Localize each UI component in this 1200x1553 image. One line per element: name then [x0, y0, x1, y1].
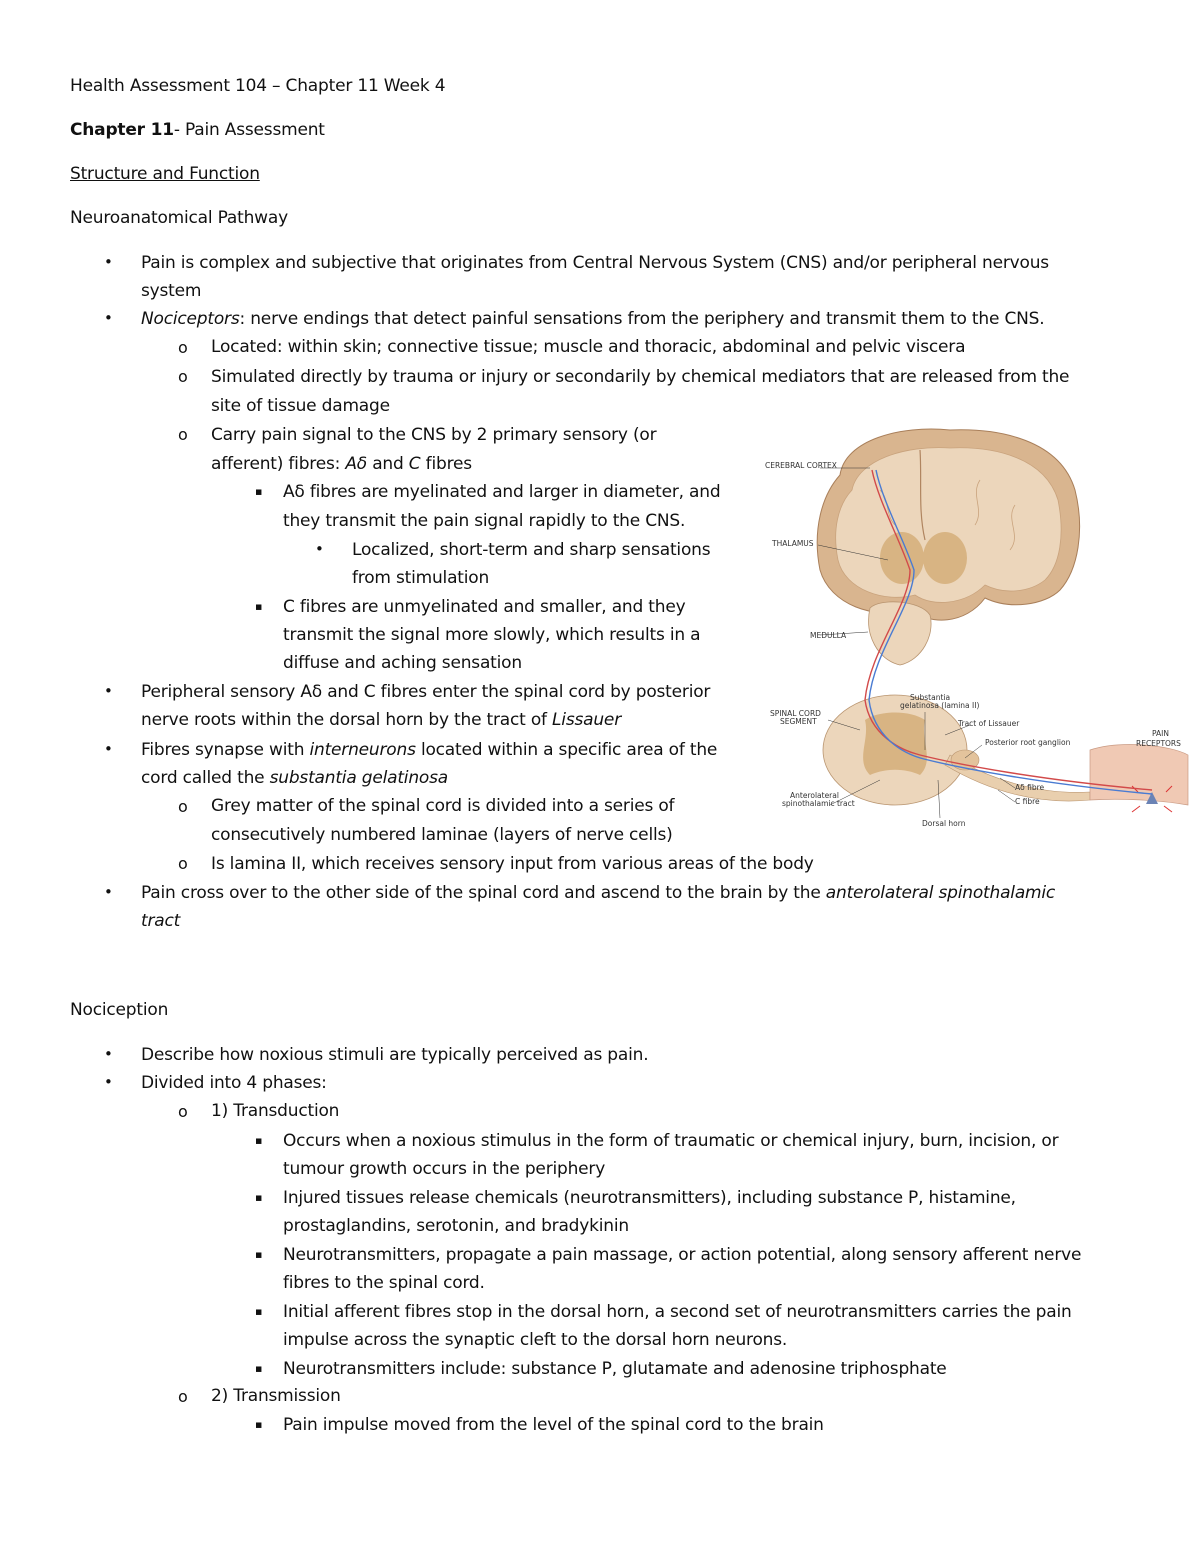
c-fibre-line-1: C fibres are unmyelinated and smaller, and they — [283, 597, 686, 617]
figure-label-dorsal-horn: Dorsal horn — [922, 819, 966, 828]
bullet-square: ▪ — [255, 1134, 263, 1147]
chapter-subtitle: - Pain Assessment — [173, 120, 325, 140]
bullet-circle: o — [178, 797, 188, 816]
figure-label-medulla: MEDULLA — [810, 631, 847, 640]
figure-label-c-fibre: C fibre — [1015, 797, 1040, 806]
transduction-point-5: Neurotransmitters include: substance P, glutamate and adenosine triphosphate — [283, 1359, 947, 1379]
bullet-square: ▪ — [255, 1305, 263, 1318]
pathway-point-2 — [141, 308, 1044, 330]
pathway-point-3-line-2 — [141, 709, 621, 731]
figure-label-gelatinosa-2: gelatinosa (lamina II) — [900, 701, 980, 710]
bullet-dot: • — [104, 253, 113, 271]
figure-label-cortex: CEREBRAL CORTEX — [765, 461, 837, 470]
fibres-word: fibres — [420, 454, 472, 474]
pathway-point-4-line-2 — [141, 767, 448, 789]
figure-label-anterolateral-1: Anterolateral — [790, 791, 839, 800]
nociception-point-1: Describe how noxious stimuli are typically perceived as pain. — [141, 1045, 649, 1065]
pathway-point-3-line-1: Peripheral sensory Aδ and C fibres enter the spinal cord by posterior — [141, 682, 711, 702]
pathway-point-2a: Located: within skin; connective tissue; muscle and thoracic, abdominal and pelvic viscera — [211, 337, 966, 357]
anterolateral-term: anterolateral spinothalamic — [825, 883, 1056, 903]
bullet-square: ▪ — [255, 1362, 263, 1375]
chapter-title — [70, 119, 325, 141]
transduction-point-4-line-1: Initial afferent fibres stop in the dorsal horn, a second set of neurotransmitters carries the pain — [283, 1302, 1072, 1322]
bullet-dot: • — [104, 1073, 113, 1091]
synapse-text: Fibres synapse with — [141, 740, 310, 760]
bullet-square: ▪ — [255, 1418, 263, 1431]
nociception-heading: Nociception — [70, 1000, 169, 1020]
figure-label-ganglion: Posterior root ganglion — [985, 738, 1071, 747]
figure-label-receptor-2: RECEPTORS — [1136, 739, 1181, 748]
bullet-dot: • — [104, 1045, 113, 1063]
transduction-point-2-line-2: prostaglandins, serotonin, and bradykinin — [283, 1216, 629, 1236]
ad-fibre-sub-line-2: from stimulation — [352, 568, 490, 588]
nociceptors-term: Nociceptors — [141, 309, 240, 329]
cord-called-text: cord called the — [141, 768, 270, 788]
thalamus-region — [923, 532, 967, 584]
nociception-point-2: Divided into 4 phases: — [141, 1073, 327, 1093]
bullet-dot: • — [104, 309, 113, 327]
pathway-point-4a-line-1: Grey matter of the spinal cord is divided into a series of — [211, 796, 675, 816]
pathway-point-4a-line-2: consecutively numbered laminae (layers of nerve cells) — [211, 825, 673, 845]
c-fibre-line-3: diffuse and aching sensation — [283, 653, 522, 673]
ad-fibre-term: Aδ — [345, 454, 367, 474]
figure-label-anterolateral-2: spinothalamic tract — [782, 799, 855, 808]
phase-transduction: 1) Transduction — [211, 1101, 340, 1121]
transduction-point-3-line-2: fibres to the spinal cord. — [283, 1273, 485, 1293]
transduction-point-1-line-2: tumour growth occurs in the periphery — [283, 1159, 606, 1179]
skin-receptor — [1090, 745, 1188, 805]
ad-fibre-sub-line-1: Localized, short-term and sharp sensations — [352, 540, 711, 560]
figure-label-spinal-segment-1: SPINAL CORD — [770, 709, 821, 718]
bullet-dot: • — [104, 883, 113, 901]
ad-fibre-line-1: Aδ fibres are myelinated and larger in diameter, and — [283, 482, 721, 502]
brain-illustration — [817, 429, 1079, 620]
bullet-square: ▪ — [255, 600, 263, 613]
lissauer-term: Lissauer — [552, 710, 621, 730]
pathway-point-2c-line-1: Carry pain signal to the CNS by 2 primary sensory (or — [211, 425, 657, 445]
ad-fibre-line-2: they transmit the pain signal rapidly to the CNS. — [283, 511, 686, 531]
figure-label-ad-fibre: Aδ fibre — [1015, 783, 1045, 792]
c-fibre-line-2: transmit the signal more slowly, which results in a — [283, 625, 701, 645]
pathway-point-2c-line-2 — [211, 453, 472, 475]
bullet-circle: o — [178, 338, 188, 357]
bullet-dot: • — [315, 540, 324, 558]
figure-label-spinal-segment-2: SEGMENT — [780, 717, 817, 726]
figure-label-lissauer: Tract of Lissauer — [958, 719, 1020, 728]
bullet-circle: o — [178, 1102, 188, 1121]
bullet-circle: o — [178, 425, 188, 444]
pathway-point-4-line-1 — [141, 739, 717, 761]
nociceptors-definition: : nerve endings that detect painful sensations from the periphery and transmit them to the CNS. — [239, 309, 1045, 329]
bullet-dot: • — [104, 740, 113, 758]
dorsal-horn-text: nerve roots within the dorsal horn by the tract of — [141, 710, 553, 730]
pathway-heading: Neuroanatomical Pathway — [70, 208, 288, 228]
bullet-dot: • — [104, 682, 113, 700]
pathway-point-4b: Is lamina II, which receives sensory input from various areas of the body — [211, 854, 814, 874]
chapter-label: Chapter 11 — [70, 120, 174, 140]
transmission-point-1: Pain impulse moved from the level of the spinal cord to the brain — [283, 1415, 824, 1435]
pathway-point-1-line-2: system — [141, 281, 202, 301]
phase-transmission: 2) Transmission — [211, 1386, 341, 1406]
transduction-point-2-line-1: Injured tissues release chemicals (neurotransmitters), including substance P, histamine, — [283, 1188, 1016, 1208]
and-word: and — [367, 454, 409, 474]
pathway-point-1-line-1: Pain is complex and subjective that originates from Central Nervous System (CNS) and/or peripheral nervous — [141, 253, 1049, 273]
fibres-intro: afferent) fibres: — [211, 454, 346, 474]
pain-pathway-figure — [760, 420, 1190, 830]
transduction-point-3-line-1: Neurotransmitters, propagate a pain massage, or action potential, along sensory afferent nerve — [283, 1245, 1082, 1265]
document-header: Health Assessment 104 – Chapter 11 Week 4 — [70, 76, 446, 96]
cross-over-text: Pain cross over to the other side of the spinal cord and ascend to the brain by the — [141, 883, 826, 903]
bullet-circle: o — [178, 1387, 188, 1406]
synapse-text-end: located within a specific area of the — [415, 740, 718, 760]
transduction-point-1-line-1: Occurs when a noxious stimulus in the form of traumatic or chemical injury, burn, incision, or — [283, 1131, 1059, 1151]
pathway-point-2b-line-2: site of tissue damage — [211, 396, 390, 416]
bullet-square: ▪ — [255, 485, 263, 498]
bullet-circle: o — [178, 367, 188, 386]
section-heading: Structure and Function — [70, 164, 260, 184]
bullet-square: ▪ — [255, 1191, 263, 1204]
pathway-point-5-line-2: tract — [141, 911, 181, 931]
pathway-point-5-line-1 — [141, 882, 1055, 904]
bullet-square: ▪ — [255, 1248, 263, 1261]
c-fibre-term: C — [408, 454, 421, 474]
interneurons-term: interneurons — [309, 740, 416, 760]
figure-label-gelatinosa-1: Substantia — [910, 693, 951, 702]
figure-label-receptor-1: PAIN — [1152, 729, 1169, 738]
substantia-gelatinosa-term: substantia gelatinosa — [269, 768, 448, 788]
transduction-point-4-line-2: impulse across the synaptic cleft to the dorsal horn neurons. — [283, 1330, 788, 1350]
figure-label-thalamus: THALAMUS — [772, 539, 814, 548]
bullet-circle: o — [178, 854, 188, 873]
pathway-point-2b-line-1: Simulated directly by trauma or injury or secondarily by chemical mediators that are released from the — [211, 367, 1070, 387]
